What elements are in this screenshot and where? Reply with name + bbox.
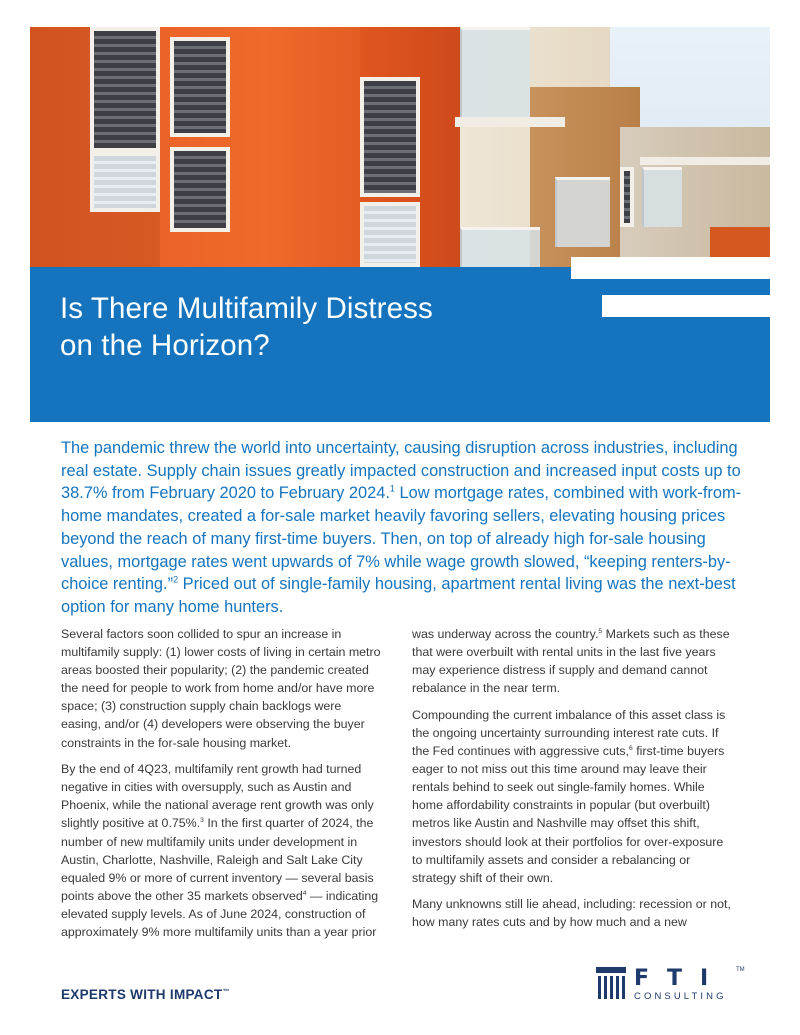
body-text: first-time buyers eager to not miss out this time around may leave their rentals behind to seek out single-family homes. While home affordability constraints in popular (but overbuilt) metros like Austin and Nashville may offset this shift, investors should look at their portfolios for over-exposure to multifamily assets and consider a rebalancing or strategy shift of their own.: [412, 744, 725, 885]
logo-wordmark: FTI: [634, 966, 727, 991]
footnote-ref: 4: [302, 889, 307, 897]
roof-slab: [640, 157, 770, 165]
body-paragraph: Several factors soon collided to spur an increase in multifamily supply: (1) lower costs of living in certain metro areas boosted their popularity; (2) the pandemic created the need for people to work from home and/or have more space; (3) construction supply chain backlogs were easing, and/or (4) developers were observing the buyer constraints in the for-sale housing market.: [61, 627, 381, 750]
footnote-ref: 5: [598, 627, 603, 635]
window: [620, 167, 634, 227]
lead-text: The pandemic threw the world into uncertainty, causing disruption across industries, including real estate. Supply chain issues greatly impacted construction and increased input costs up to 38.7% from February 2020 to February 2024.: [61, 439, 741, 503]
page-title-line2: on the Horizon?: [60, 329, 270, 362]
footer-tagline: [61, 987, 230, 1002]
body-text: — indicating elevated supply levels. As of June 2024, construction of approximately 9% more multifamily units than a year prior: [61, 888, 379, 939]
body-paragraph: [412, 706, 734, 887]
tagline-text: EXPERTS WITH IMPACT: [61, 987, 223, 1002]
body-text: Compounding the current imbalance of this asset class is the ongoing uncertainty surrounding interest rate cuts. If the Fed continues with aggressive cuts,: [412, 707, 726, 759]
balcony: [555, 177, 610, 247]
trademark-mark: ™: [222, 988, 230, 996]
window: [170, 147, 230, 232]
logo-trademark: TM: [736, 967, 745, 973]
body-text: was underway across the country.: [412, 627, 599, 641]
body-paragraph: [412, 625, 734, 697]
page-title: [60, 290, 580, 364]
body-text: By the end of 4Q23, multifamily rent growth had turned negative in cities with oversupply, such as Austin and Phoenix, while the national average rent growth was only slightly positive at 0.75%.: [61, 762, 374, 831]
logo-subtitle: CONSULTING: [634, 991, 727, 1002]
balcony: [642, 167, 682, 227]
body-paragraph: Many unknowns still lie ahead, including: recession or not, how many rates cuts and by how much and a new: [412, 897, 731, 930]
hero-photo: [30, 27, 770, 267]
balcony-slab: [455, 117, 565, 127]
footnote-ref: 2: [173, 574, 179, 585]
title-band-notch: [571, 257, 770, 279]
lead-text: Low mortgage rates, combined with work-from-home mandates, created a for-sale market heavily favoring sellers, elevating housing prices beyond the reach of many first-time buyers. Then, on top of already high for-sale housing values, mortgage rates went upwards of 7% while wage growth slowed, “keeping renters-by-choice renting.”: [61, 484, 742, 594]
footnote-ref: 1: [389, 483, 395, 494]
body-text: Markets such as these that were overbuilt with rental units in the last five years may experience distress if supply and demand cannot rebalance in the near term.: [412, 627, 730, 696]
fti-consulting-logo: [596, 965, 746, 1005]
logo-mark-icon: [596, 967, 626, 999]
body-column-right: [412, 625, 734, 940]
balcony: [460, 27, 530, 117]
lead-text: Priced out of single-family housing, apartment rental living was the next-best option for many home hunters.: [61, 575, 736, 616]
title-band-notch: [602, 295, 770, 317]
balcony: [460, 227, 540, 267]
window: [90, 152, 160, 212]
footnote-ref: 6: [628, 744, 633, 752]
body-text: In the first quarter of 2024, the number of new multifamily units under development in Austin, Charlotte, Nashville, Raleigh and Salt Lake City equaled 9% or more of current inventory — several basis points above the other 35 markets observed: [61, 816, 374, 903]
window: [360, 77, 420, 197]
footnote-ref: 3: [200, 817, 204, 825]
body-paragraph: [61, 760, 383, 941]
lead-paragraph: [61, 437, 749, 619]
page-title-line1: Is There Multifamily Distress: [60, 292, 433, 325]
window: [90, 27, 160, 152]
body-column-left: [61, 625, 383, 950]
window: [360, 202, 420, 267]
window: [170, 37, 230, 137]
